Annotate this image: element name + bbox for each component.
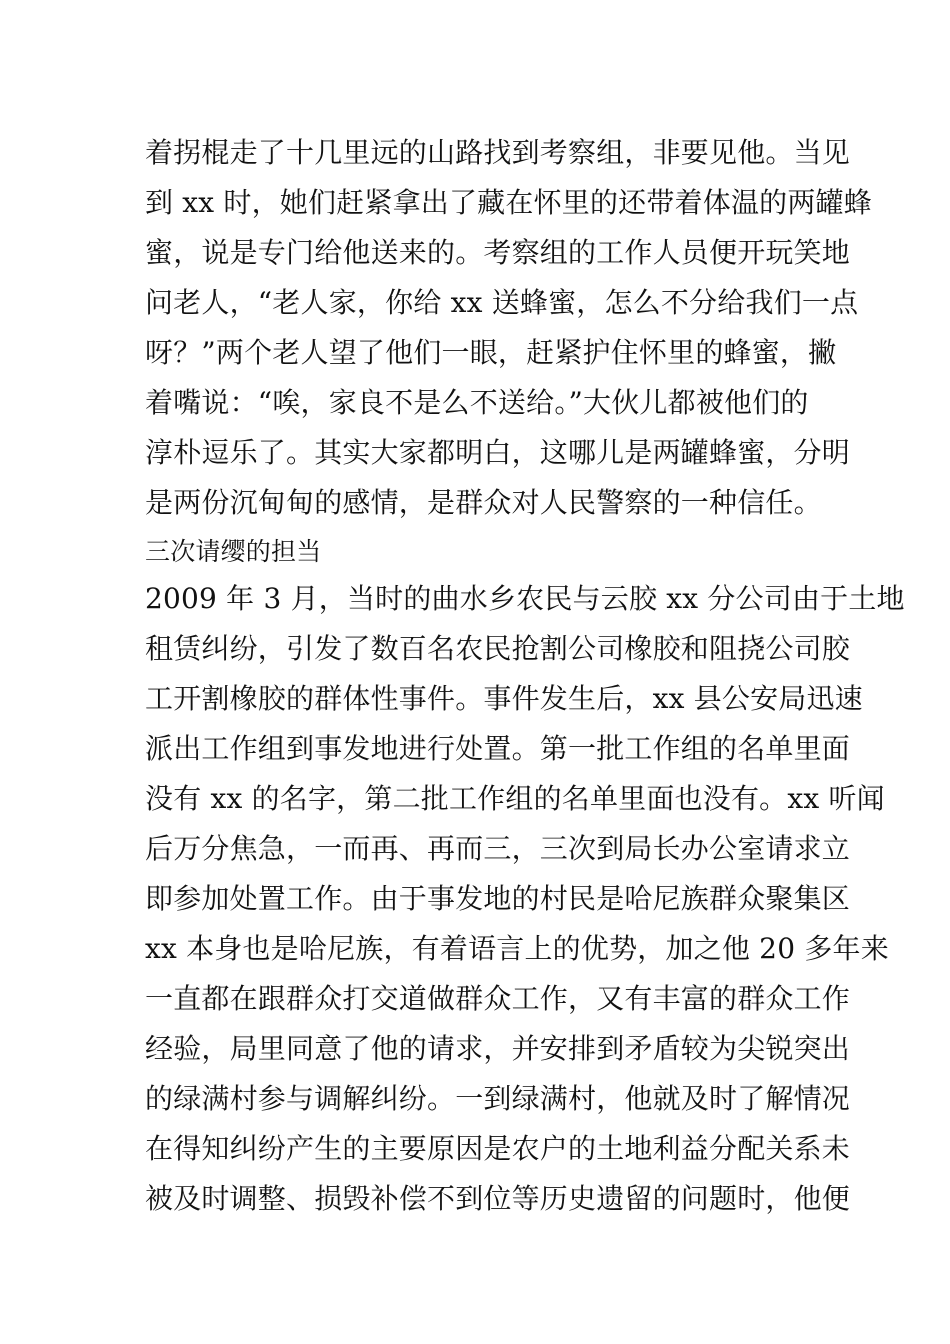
paragraph-line: xx 本身也是哈尼族，有着语言上的优势，加之他 20 多年来 xyxy=(145,932,889,965)
paragraph-line: 着拐棍走了十几里远的山路找到考察组，非要见他。当见 xyxy=(145,136,851,169)
paragraph-line: 是两份沉甸甸的感情，是群众对人民警察的一种信任。 xyxy=(145,486,822,519)
paragraph-line: 蜜，说是专门给他送来的。考察组的工作人员便开玩笑地 xyxy=(145,236,851,269)
section-title: 三次请缨的担当 xyxy=(145,537,322,566)
paragraph-line: 到 xx 时，她们赶紧拿出了藏在怀里的还带着体温的两罐蜂 xyxy=(145,186,872,219)
paragraph-line: 没有 xx 的名字，第二批工作组的名单里面也没有。xx 听闻 xyxy=(145,782,885,815)
paragraph-line: 2009 年 3 月，当时的曲水乡农民与云胶 xx 分公司由于土地 xyxy=(145,582,905,615)
paragraph-line: 淳朴逗乐了。其实大家都明白，这哪儿是两罐蜂蜜，分明 xyxy=(145,436,851,469)
paragraph-line: 问老人，“老人家，你给 xx 送蜂蜜，怎么不分给我们一点 xyxy=(145,286,859,319)
paragraph-line: 呀？”两个老人望了他们一眼，赶紧护住怀里的蜂蜜，撇 xyxy=(145,336,837,369)
paragraph-line: 一直都在跟群众打交道做群众工作，又有丰富的群众工作 xyxy=(145,982,851,1015)
paragraph-line: 工开割橡胶的群体性事件。事件发生后，xx 县公安局迅速 xyxy=(145,682,863,715)
paragraph-line: 租赁纠纷，引发了数百名农民抢割公司橡胶和阻挠公司胶 xyxy=(145,632,851,665)
paragraph-line: 派出工作组到事发地进行处置。第一批工作组的名单里面 xyxy=(145,732,851,765)
paragraph-line: 被及时调整、损毁补偿不到位等历史遗留的问题时，他便 xyxy=(145,1182,851,1215)
paragraph-line: 后万分焦急，一而再、再而三，三次到局长办公室请求立 xyxy=(145,832,851,865)
paragraph-line: 经验，局里同意了他的请求，并安排到矛盾较为尖锐突出 xyxy=(145,1032,851,1065)
paragraph-line: 在得知纠纷产生的主要原因是农户的土地利益分配关系未 xyxy=(145,1132,851,1165)
paragraph-line: 的绿满村参与调解纠纷。一到绿满村，他就及时了解情况 xyxy=(145,1082,851,1115)
paragraph-line: 即参加处置工作。由于事发地的村民是哈尼族群众聚集区 xyxy=(145,882,851,915)
paragraph-line: 着嘴说：“唉，家良不是么不送给。”大伙儿都被他们的 xyxy=(145,386,809,419)
